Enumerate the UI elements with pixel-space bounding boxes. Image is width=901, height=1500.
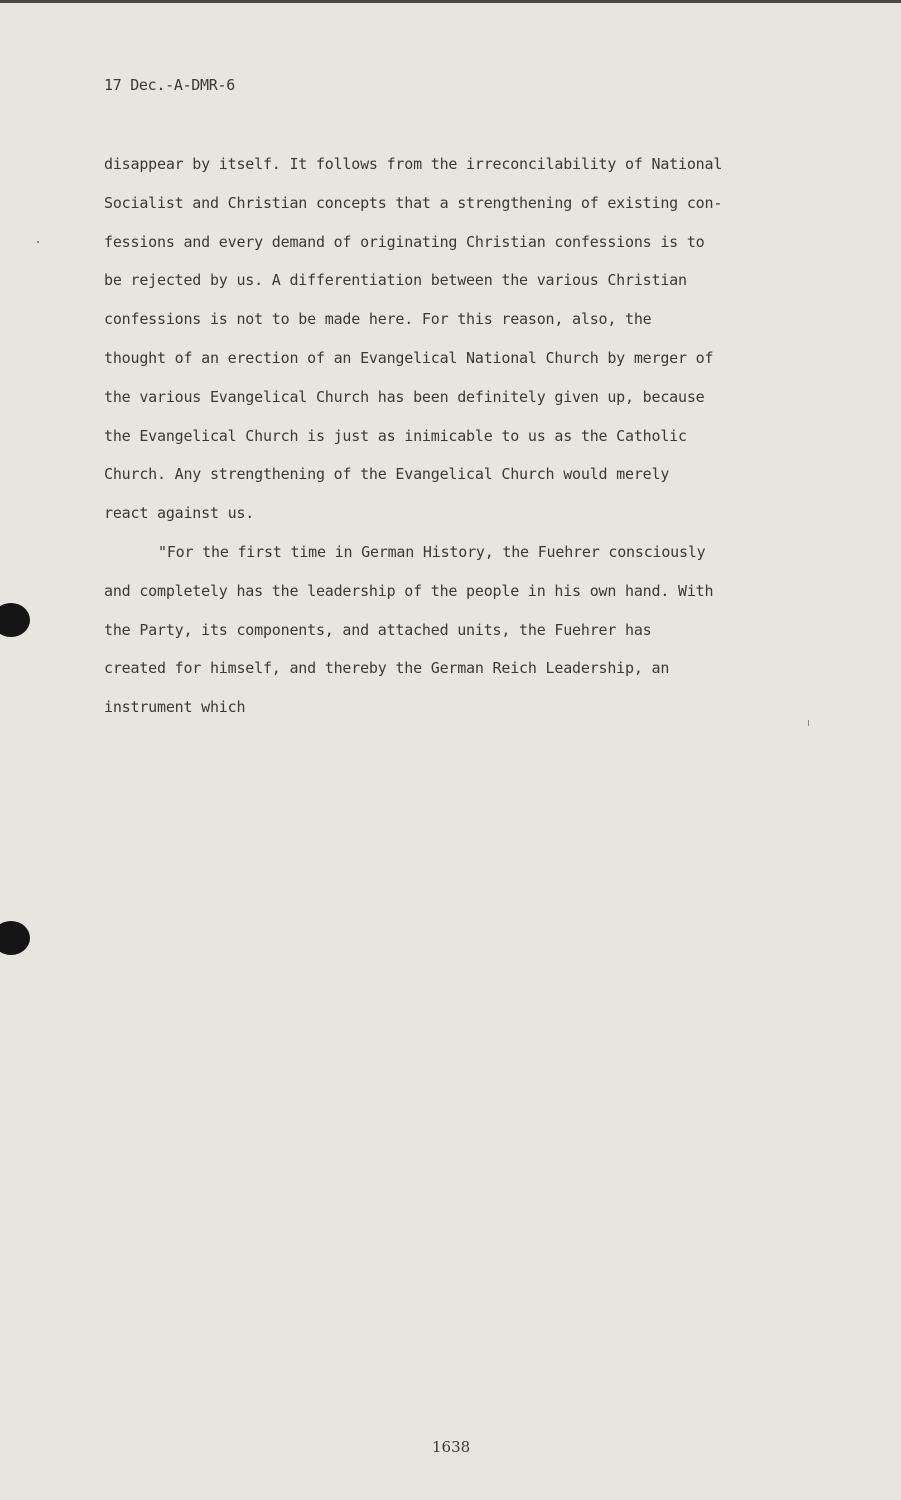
- text-line: Socialist and Christian concepts that a strengthening of existing con-: [104, 193, 723, 212]
- body-text: [104, 150, 804, 732]
- text-line: confessions is not to be made here. For this reason, also, the: [104, 310, 652, 329]
- text-line: instrument which: [104, 698, 246, 717]
- stray-mark: [37, 241, 39, 243]
- document-header: 17 Dec.-A-DMR-6: [104, 76, 235, 94]
- text-line: disappear by itself. It follows from the irreconcilability of National: [104, 155, 723, 173]
- text-line: Church. Any strengthening of the Evangelical Church would merely: [104, 465, 670, 484]
- text-line: react against us.: [104, 504, 255, 523]
- text-line: created for himself, and thereby the German Reich Leadership, an: [104, 659, 670, 678]
- text-line: thought of an erection of an Evangelical National Church by merger of: [104, 348, 714, 367]
- text-line-indented: "For the first time in German History, the Fuehrer consciously: [158, 542, 706, 561]
- text-line: the various Evangelical Church has been definitely given up, because: [104, 387, 705, 406]
- page-number: 1638: [432, 1438, 471, 1456]
- punch-hole-bottom: [0, 921, 30, 955]
- punch-hole-top: [0, 603, 30, 637]
- text-line: the Evangelical Church is just as inimicable to us as the Catholic: [104, 426, 687, 445]
- stray-mark: [808, 720, 809, 726]
- text-line: be rejected by us. A differentiation between the various Christian: [104, 271, 687, 290]
- text-line: the Party, its components, and attached units, the Fuehrer has: [104, 620, 652, 639]
- text-line: and completely has the leadership of the people in his own hand. With: [104, 581, 714, 600]
- text-line: fessions and every demand of originating Christian confessions is to: [104, 232, 705, 251]
- page-top-edge: [0, 0, 901, 3]
